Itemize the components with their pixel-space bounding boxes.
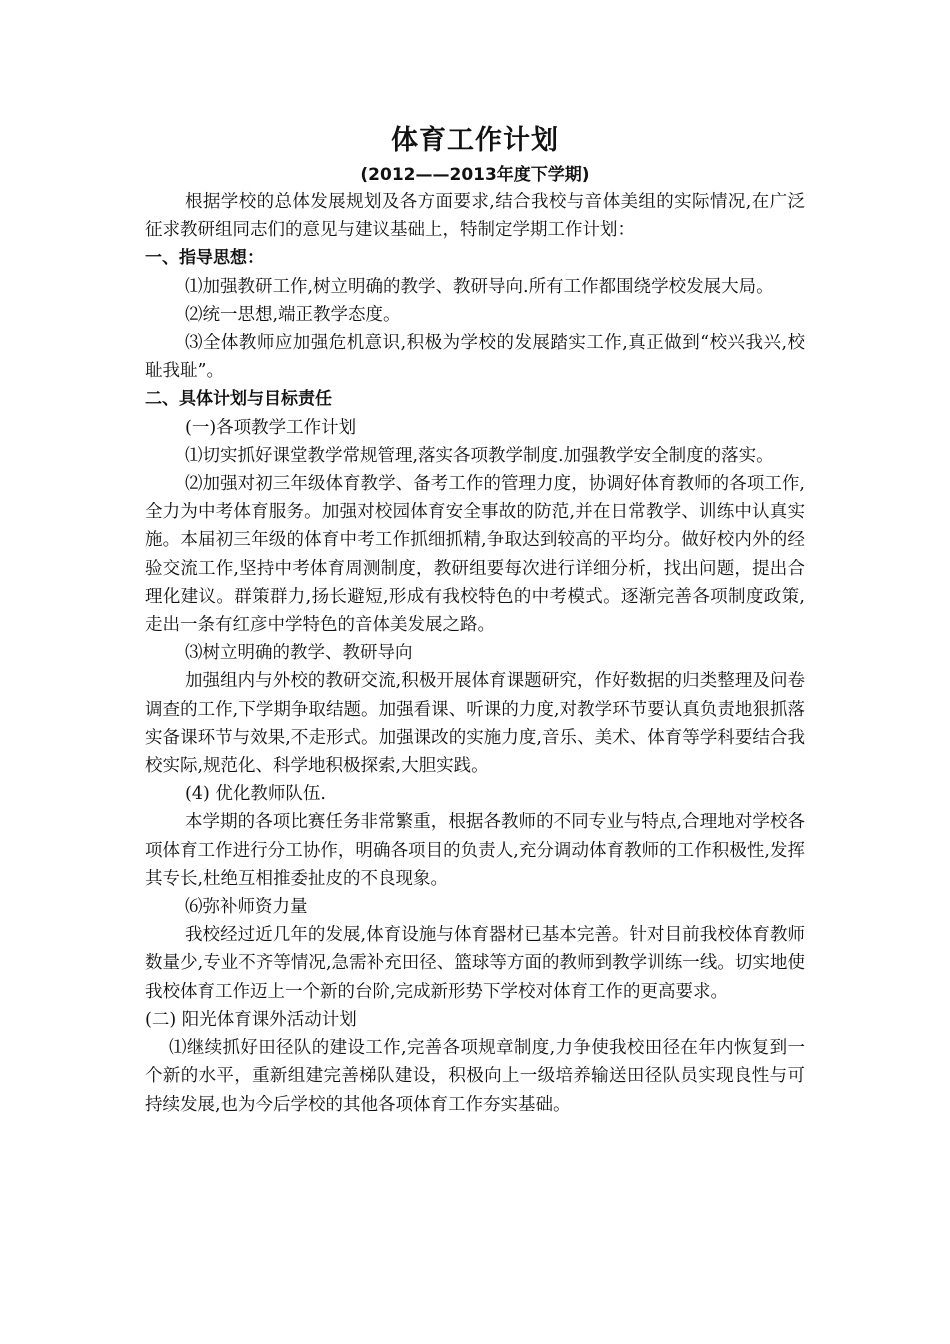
section-heading-plan: 二、具体计划与目标责任: [145, 389, 332, 410]
section-heading-guiding: 一、指导思想：: [145, 248, 264, 269]
document-title: 体育工作计划: [391, 125, 559, 156]
plan-paragraph: 加强组内与外校的教研交流,积极开展体育课题研究，作好数据的归类整理及问卷调查的工作,下学期争取结题。加强看课、听课的力度,对教学环节要认真负责地狠抓落实备课环节与效果,不走形式。加强课改的实施力度,音乐、美术、体育等学科要结合我校实际,规范化、科学地积极探索,大胆实践。: [145, 671, 805, 777]
plan-paragraph: ⑴切实抓好课堂教学常规管理,落实各项教学制度.加强教学安全制度的落实。: [185, 445, 774, 466]
plan-item-title: (4) 优化教师队伍.: [185, 784, 326, 805]
plan-paragraph: 本学期的各项比赛任务非常繁重，根据各教师的不同专业与特点,合理地对学校各项体育工作进行分工协作，明确各项目的负责人,充分调动体育教师的工作积极性,发挥其专长,杜绝互相推委扯皮的不良现象。: [145, 812, 805, 889]
guiding-item: ⑵统一思想,端正教学态度。: [185, 304, 401, 325]
plan-item-title: ⑶树立明确的教学、教研导向: [185, 643, 413, 664]
document-subtitle: (2012——2013年度下学期): [360, 165, 590, 185]
activity-paragraph: ⑴继续抓好田径队的建设工作,完善各项规章制度,力争使我校田径在年内恢复到一个新的水平，重新组建完善梯队建设，积极向上一级培养输送田径队员实现良性与可持续发展,也为今后学校的其他各项体育工作夯实基础。: [145, 1038, 805, 1115]
guiding-item: ⑴加强教研工作,树立明确的教学、教研导向.所有工作都围绕学校发展大局。: [185, 276, 774, 297]
subsection-heading: (二) 阳光体育课外活动计划: [145, 1009, 357, 1030]
subsection-heading: (一)各项教学工作计划: [185, 417, 357, 438]
document-body: [145, 188, 805, 1119]
plan-item-title: ⑹弥补师资力量: [185, 897, 308, 918]
intro-paragraph: 根据学校的总体发展规划及各方面要求,结合我校与音体美组的实际情况,在广泛征求教研组同志们的意见与建议基础上，特制定学期工作计划：: [145, 192, 805, 241]
plan-paragraph: 我校经过近几年的发展,体育设施与体育器材已基本完善。针对目前我校体育教师数量少,专业不齐等情况,急需补充田径、篮球等方面的教师到教学训练一线。切实地使我校体育工作迈上一个新的台阶,完成新形势下学校对体育工作的更高要求。: [145, 925, 805, 1002]
plan-paragraph: ⑵加强对初三年级体育教学、备考工作的管理力度，协调好体育教师的各项工作,全力为中考体育服务。加强对校园体育安全事故的防范,并在日常教学、训练中认真实施。本届初三年级的体育中考工作抓细抓精,争取达到较高的平均分。做好校内外的经验交流工作,坚持中考体育周测制度，教研组要每次进行详细分析，找出问题，提出合理化建议。群策群力,扬长避短,形成有我校特色的中考模式。逐渐完善各项制度政策,走出一条有红彦中学特色的音体美发展之路。: [145, 474, 805, 636]
guiding-item: ⑶全体教师应加强危机意识,积极为学校的发展踏实工作,真正做到“校兴我兴,校耻我耻”。: [145, 333, 805, 382]
